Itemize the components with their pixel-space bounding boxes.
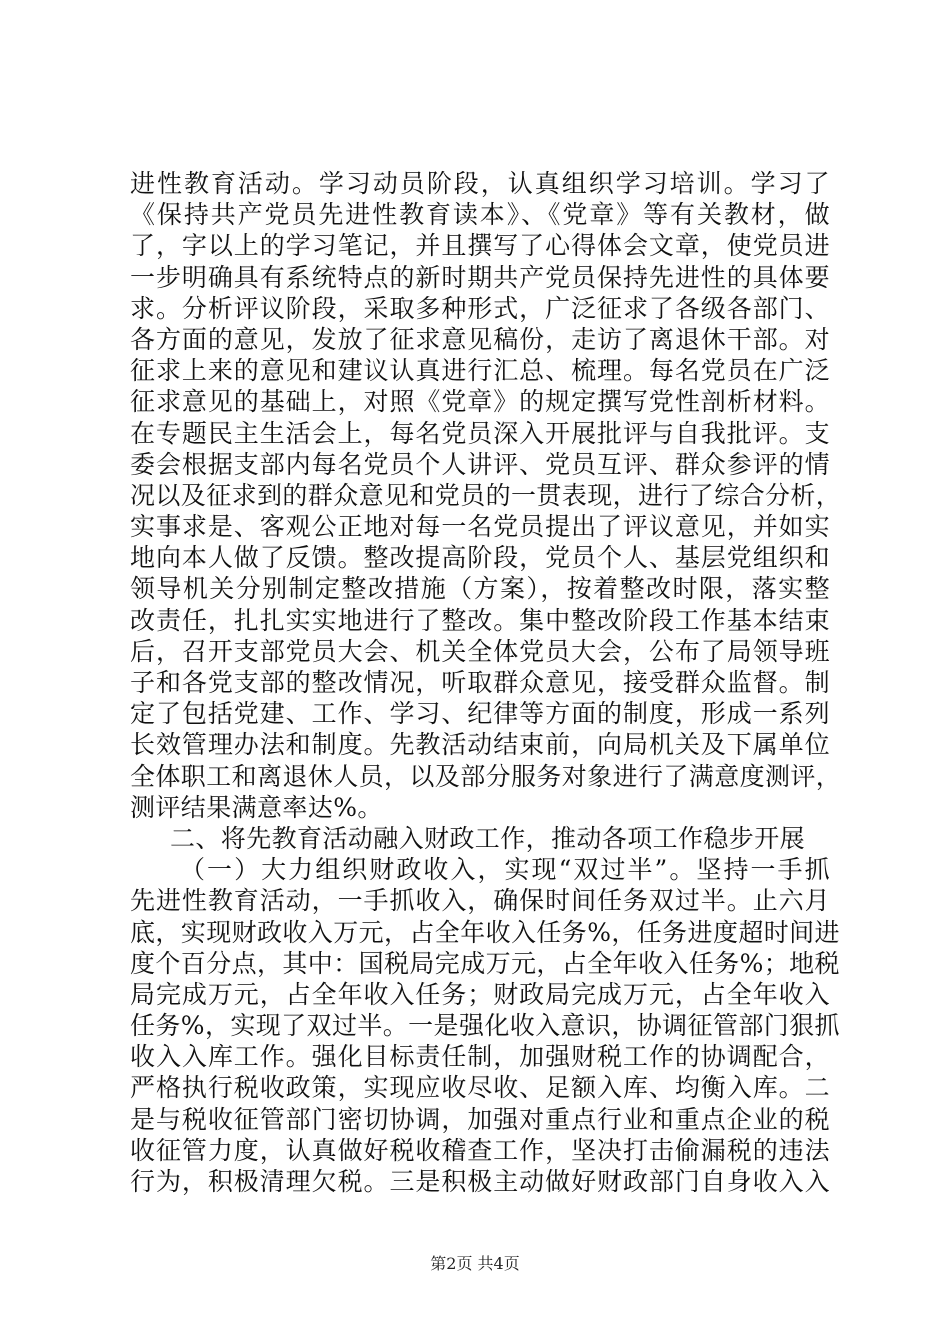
text-line: 征求上来的意见和建议认真进行汇总、梳理。每名党员在广泛 — [130, 356, 830, 386]
text-line: 各方面的意见，发放了征求意见稿份，走访了离退休干部。对 — [130, 324, 830, 354]
text-line: 子和各党支部的整改情况，听取群众意见，接受群众监督。制 — [130, 668, 830, 697]
text-line: 委会根据支部内每名党员个人讲评、党员互评、群众参评的情 — [130, 449, 830, 479]
text-line: 定了包括党建、工作、学习、纪律等方面的制度，形成一系列 — [130, 699, 830, 729]
text-line: 测评结果满意率达%。 — [130, 792, 383, 822]
text-line: 全体职工和离退休人员，以及部分服务对象进行了满意度测评， — [130, 761, 842, 791]
text-line: 了，字以上的学习笔记，并且撰写了心得体会文章，使党员进 — [130, 231, 830, 261]
text-line: 局完成万元，占全年收入任务；财政局完成万元，占全年收入 — [130, 979, 830, 1009]
section-heading: 二、将先教育活动融入财政工作，推动各项工作稳步开展 — [170, 823, 806, 853]
text-line: 领导机关分别制定整改措施（方案），按着整改时限，落实整 — [130, 574, 830, 604]
text-line: 是与税收征管部门密切协调，加强对重点行业和重点企业的税 — [130, 1104, 830, 1134]
page-number-footer: 第2页 共4页 — [430, 1254, 520, 1273]
text-line: 在专题民主生活会上，每名党员深入开展批评与自我批评。支 — [130, 418, 830, 448]
text-line: 地向本人做了反馈。整改提高阶段，党员个人、基层党组织和 — [130, 543, 830, 573]
text-line: 任务%，实现了双过半。一是强化收入意识，协调征管部门狠抓 — [130, 1011, 840, 1041]
document-body — [130, 168, 842, 1197]
text-line: 征求意见的基础上，对照《党章》的规定撰写党性剖析材料。 — [130, 387, 830, 417]
text-line: 一步明确具有系统特点的新时期共产党员保持先进性的具体要 — [130, 262, 830, 292]
text-line: 长效管理办法和制度。先教活动结束前，向局机关及下属单位 — [130, 730, 830, 760]
text-line: 收入入库工作。强化目标责任制，加强财税工作的协调配合， — [130, 1042, 830, 1072]
text-line: 底，实现财政收入万元，占全年收入任务%，任务进度超时间进 — [130, 917, 840, 947]
text-line: 进性教育活动。学习动员阶段，认真组织学习培训。学习了 — [130, 169, 830, 198]
text-line: 收征管力度，认真做好税收稽查工作，坚决打击偷漏税的违法 — [130, 1135, 830, 1165]
text-line: 况以及征求到的群众意见和党员的一贯表现，进行了综合分析， — [130, 480, 842, 510]
text-line: 先进性教育活动，一手抓收入，确保时间任务双过半。止六月 — [130, 886, 830, 916]
text-line: 行为，积极清理欠税。三是积极主动做好财政部门自身收入入 — [130, 1167, 830, 1196]
text-line: 《保持共产党员先进性教育读本》、《党章》等有关教材，做 — [130, 200, 830, 230]
text-line: 改责任，扎扎实实地进行了整改。集中整改阶段工作基本结束 — [130, 605, 830, 635]
text-line: 后，召开支部党员大会、机关全体党员大会，公布了局领导班 — [130, 636, 830, 666]
text-line: 求。分析评议阶段，采取多种形式，广泛征求了各级各部门、 — [130, 293, 830, 323]
subsection-heading: （一）大力组织财政收入，实现“双过半”。坚持一手抓 — [180, 855, 830, 885]
text-line: 度个百分点，其中：国税局完成万元，占全年收入任务%；地税 — [130, 948, 840, 978]
text-line: 实事求是、客观公正地对每一名党员提出了评议意见，并如实 — [130, 512, 830, 542]
text-line: 严格执行税收政策，实现应收尽收、足额入库、均衡入库。二 — [130, 1073, 830, 1103]
